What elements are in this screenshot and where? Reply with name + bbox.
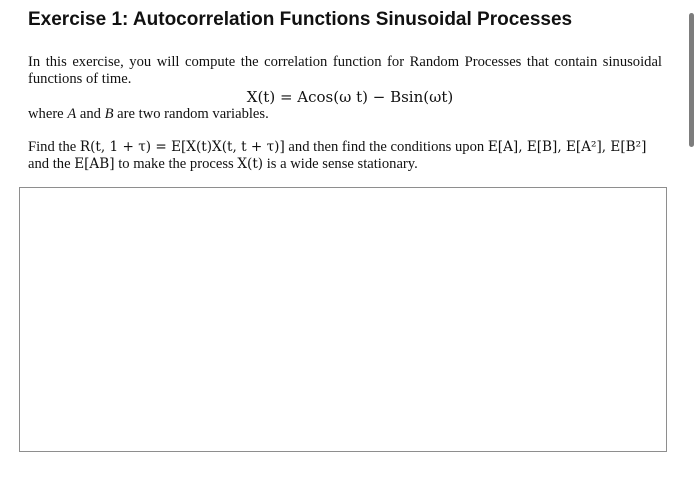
task-paragraph <box>28 139 662 173</box>
task-text-5: is a wide sense stationary. <box>263 156 418 172</box>
scrollbar-thumb[interactable] <box>689 13 694 147</box>
where-prefix: where <box>28 106 68 122</box>
variable-b: B <box>104 106 114 122</box>
correlation-expression: R(t, 1 + τ) = E[X(t)X(t, t + τ)] <box>79 139 285 155</box>
variable-a: A <box>67 106 77 122</box>
process-expression: X(t) <box>237 156 264 172</box>
process-equation <box>0 88 700 106</box>
intro-paragraph: In this exercise, you will compute the correlation function for Random Processes that contain sinusoidal functions of time. <box>28 54 662 87</box>
where-and: and <box>76 106 105 122</box>
task-text-3: and the <box>28 156 75 172</box>
equation-text: X(t) = Acos(ω t) − Bsin(ωt) <box>246 88 454 106</box>
where-suffix: are two random variables. <box>113 106 269 122</box>
task-text-2: and then find the conditions upon <box>284 139 488 155</box>
task-text-1: Find the <box>28 139 80 155</box>
where-paragraph <box>28 106 662 123</box>
answer-box[interactable] <box>19 187 667 452</box>
cross-moment-expression: E[AB] <box>74 156 115 172</box>
moments-expression: E[A], E[B], E[A²], E[B²] <box>487 139 647 155</box>
task-text-4: to make the process <box>114 156 238 172</box>
exercise-title: Exercise 1: Autocorrelation Functions Sinusoidal Processes <box>28 9 573 30</box>
